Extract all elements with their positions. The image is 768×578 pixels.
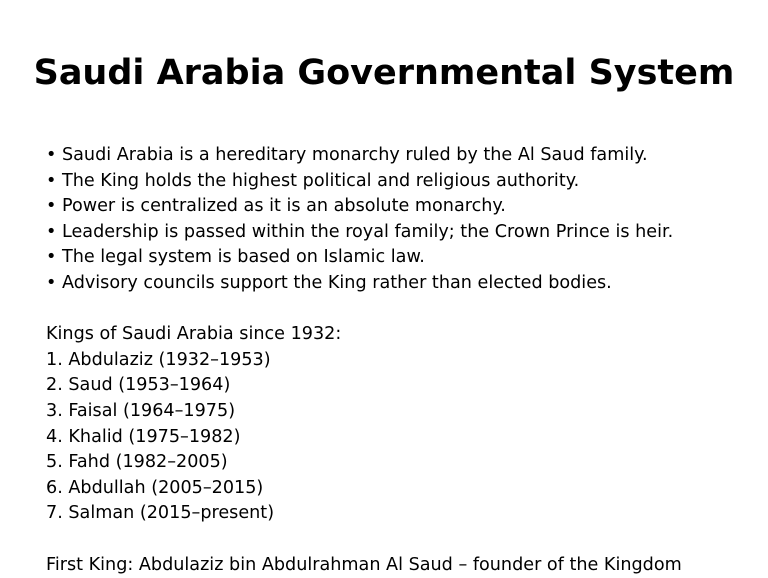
spacer <box>46 527 756 553</box>
first-king-note: First King: Abdulaziz bin Abdulrahman Al Saud – founder of the Kingdom <box>46 553 756 578</box>
king-item: 2. Saud (1953–1964) <box>46 373 756 399</box>
king-item: 4. Khalid (1975–1982) <box>46 425 756 451</box>
bullet-item: • The legal system is based on Islamic law. <box>46 245 756 271</box>
spacer <box>46 297 756 323</box>
king-item: 6. Abdullah (2005–2015) <box>46 476 756 502</box>
bullet-item: • Power is centralized as it is an absolute monarchy. <box>46 194 756 220</box>
king-item: 5. Fahd (1982–2005) <box>46 450 756 476</box>
king-item: 7. Salman (2015–present) <box>46 501 756 527</box>
bullet-item: • Leadership is passed within the royal family; the Crown Prince is heir. <box>46 220 756 246</box>
bullet-list <box>46 143 756 297</box>
slide-body <box>46 143 756 578</box>
king-item: 1. Abdulaziz (1932–1953) <box>46 348 756 374</box>
slide-title: Saudi Arabia Governmental System <box>0 50 768 96</box>
bullet-item: • Advisory councils support the King rather than elected bodies. <box>46 271 756 297</box>
king-item: 3. Faisal (1964–1975) <box>46 399 756 425</box>
bullet-item: • The King holds the highest political and religious authority. <box>46 169 756 195</box>
kings-heading: Kings of Saudi Arabia since 1932: <box>46 322 756 348</box>
kings-list <box>46 348 756 527</box>
bullet-item: • Saudi Arabia is a hereditary monarchy ruled by the Al Saud family. <box>46 143 756 169</box>
